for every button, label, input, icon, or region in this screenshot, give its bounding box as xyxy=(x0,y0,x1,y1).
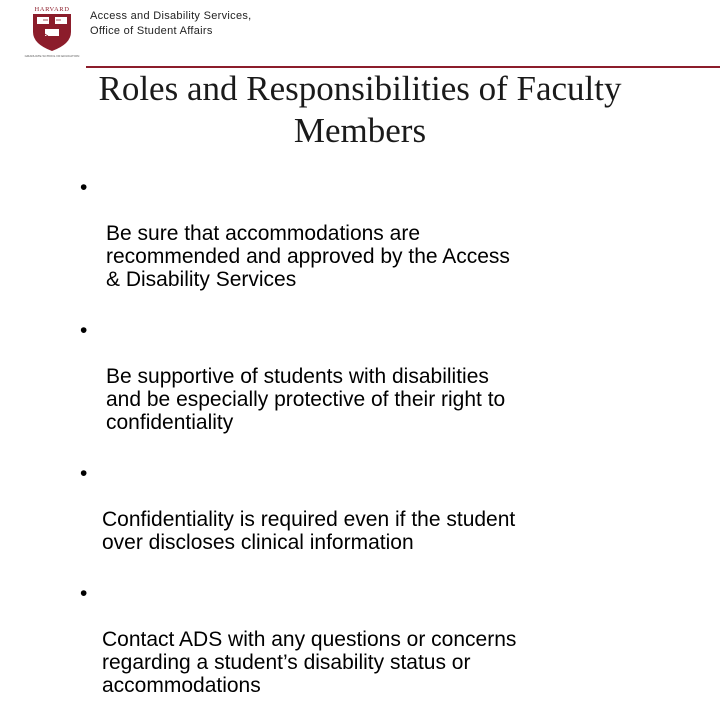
svg-text:HARVARD: HARVARD xyxy=(34,6,70,13)
harvard-shield-icon xyxy=(24,4,80,62)
slide-title-line-1: Roles and Responsibilities of Faculty xyxy=(98,69,622,108)
bullet-dot: • xyxy=(80,582,88,605)
department-line-1: Access and Disability Services, xyxy=(90,10,252,22)
list-item xyxy=(80,462,680,577)
bullet-dot: • xyxy=(80,176,88,199)
list-item xyxy=(80,176,680,314)
bullet-list xyxy=(80,176,680,725)
slide-header xyxy=(0,0,720,68)
bullet-text: Be supportive of students with disabilities and be especially protective of their right to confidentiality xyxy=(106,365,506,434)
list-item xyxy=(80,582,680,720)
list-item xyxy=(80,319,680,457)
bullet-text: Contact ADS with any questions or concerns regarding a student’s disability status or accommodations xyxy=(102,628,517,697)
department-line-2: Office of Student Affairs xyxy=(90,25,213,37)
bullet-text: Confidentiality is required even if the student over discloses clinical information xyxy=(102,508,516,554)
department-name xyxy=(90,9,252,39)
bullet-dot: • xyxy=(80,462,88,485)
slide-title-line-2: Members xyxy=(293,111,427,150)
bullet-dot: • xyxy=(80,319,88,342)
bullet-text: Be sure that accommodations are recommended and approved by the Access & Disability Services xyxy=(106,222,510,291)
slide-title xyxy=(40,68,680,152)
svg-text:GRADUATE SCHOOL OF EDUCATION: GRADUATE SCHOOL OF EDUCATION xyxy=(24,54,80,58)
